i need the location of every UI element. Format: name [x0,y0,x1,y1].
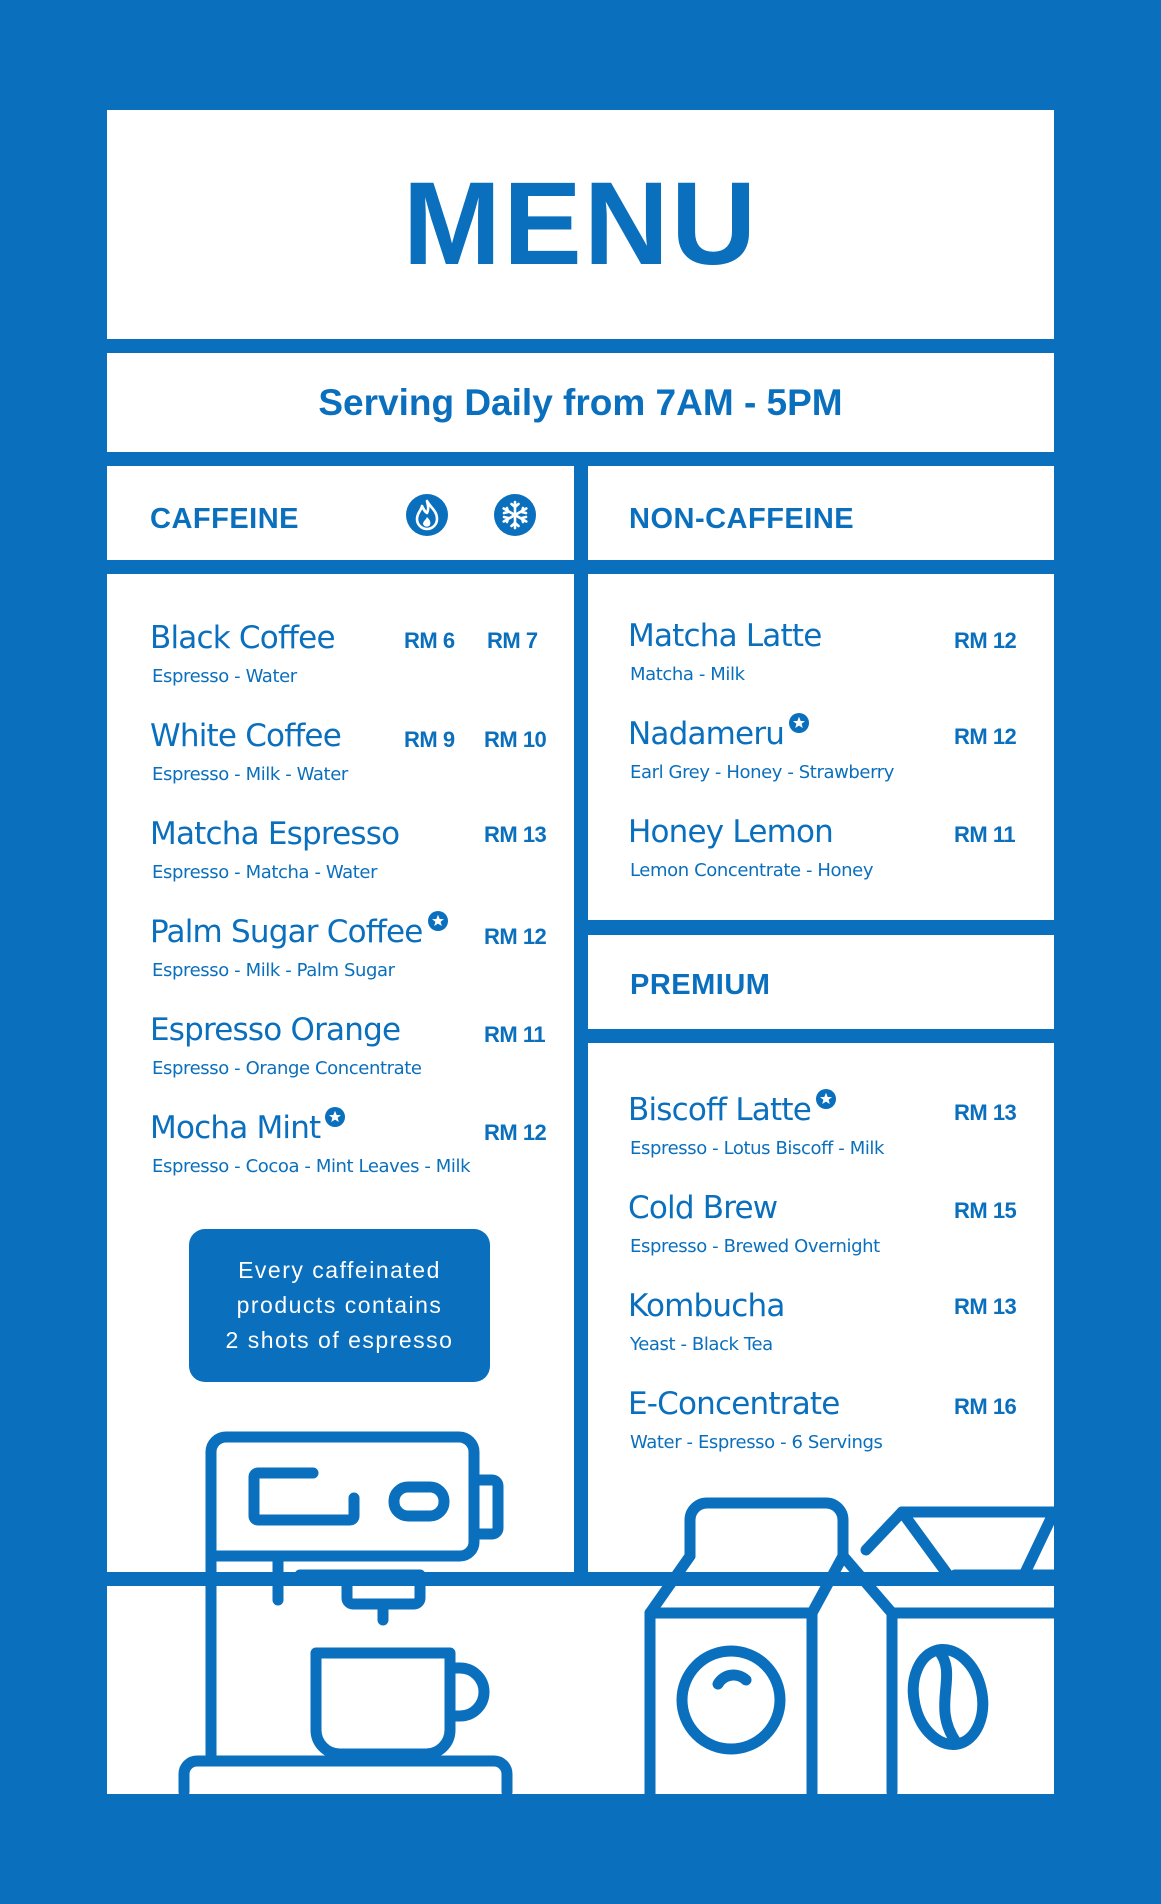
cold-price: RM 11 [484,1022,546,1047]
cold-price: RM 7 [487,628,538,653]
item-price: RM 15 [954,1198,1017,1223]
milk-carton-icon [650,1503,1054,1794]
item-description: Matcha - Milk [630,664,745,685]
item-name: Black Coffee [150,620,335,656]
item-price: RM 16 [954,1394,1017,1419]
item-description: Espresso - Lotus Biscoff - Milk [630,1138,885,1159]
item-description: Lemon Concentrate - Honey [630,860,874,881]
hot-price: RM 6 [404,628,455,653]
item-description: Espresso - Brewed Overnight [630,1236,880,1257]
item-description: Espresso - Orange Concentrate [152,1058,422,1079]
item-name: Cold Brew [628,1190,778,1226]
item-name: White Coffee [150,718,341,754]
item-name-text: Nadameru [628,716,785,752]
note-line: Every caffeinated [238,1257,441,1283]
item-name: Espresso Orange [150,1012,401,1048]
caffeine-section-title: CAFFEINE [150,503,299,535]
item-description: Water - Espresso - 6 Servings [630,1432,883,1453]
item-description: Espresso - Matcha - Water [152,862,378,883]
item-description: Yeast - Black Tea [630,1334,773,1355]
item-description: Espresso - Cocoa - Mint Leaves - Milk [152,1156,471,1177]
cold-price: RM 12 [484,1120,547,1145]
cold-price: RM 12 [484,924,547,949]
item-name: E-Concentrate [628,1386,840,1422]
note-line: 2 shots of espresso [225,1327,454,1353]
item-name-text: Mocha Mint [150,1110,321,1146]
item-price: RM 12 [954,724,1017,749]
item-name-text: Biscoff Latte [628,1092,811,1128]
item-name: Matcha Latte [628,618,822,654]
item-description: Espresso - Water [152,666,297,687]
item-description: Espresso - Milk - Water [152,764,348,785]
note-line: products contains [236,1292,443,1318]
item-description: Earl Grey - Honey - Strawberry [630,762,895,783]
menu-title: MENU [402,158,759,290]
item-price: RM 13 [954,1294,1017,1319]
item-name: Honey Lemon [628,814,834,850]
opening-hours: Serving Daily from 7AM - 5PM [318,382,843,423]
item-name: Kombucha [628,1288,785,1324]
espresso-machine-icon [184,1437,507,1792]
hot-price: RM 9 [404,727,455,752]
item-name-text: Palm Sugar Coffee [150,914,423,950]
premium-section-title: PREMIUM [630,969,771,1001]
item-price: RM 13 [954,1100,1017,1125]
cold-price: RM 10 [484,727,547,752]
cold-price: RM 13 [484,822,547,847]
item-description: Espresso - Milk - Palm Sugar [152,960,395,981]
item-name: Matcha Espresso [150,816,400,852]
item-price: RM 11 [954,822,1016,847]
non-caffeine-section-title: NON-CAFFEINE [629,503,855,535]
item-price: RM 12 [954,628,1017,653]
